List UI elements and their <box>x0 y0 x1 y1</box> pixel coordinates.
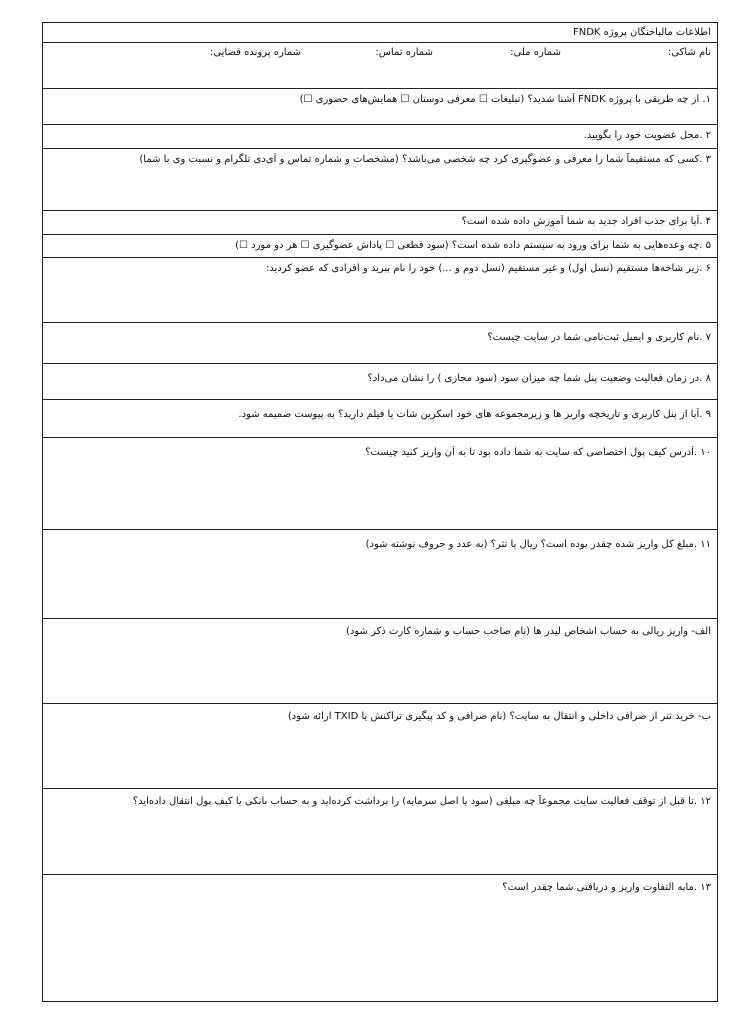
question-row[interactable] <box>43 258 717 323</box>
question-row[interactable] <box>43 875 717 1003</box>
question-label: الف- واریز ریالی به حساب اشخاص لیدر ها (نام صاحب حساب و شماره کارت ذکر شود) <box>346 626 711 637</box>
question-label: ۴ .آیا برای جذب افراد جدید به شما آموزش داده شده است؟ <box>461 216 711 227</box>
question-row[interactable] <box>43 211 717 235</box>
question-row[interactable] <box>43 530 717 619</box>
question-row[interactable] <box>43 125 717 149</box>
complainant-fields <box>51 46 711 60</box>
question-label: ۱۱ .مبلغ کل واریز شده چقدر بوده است؟ ریال یا تتر؟ (به عدد و حروف نوشته شود) <box>365 539 711 550</box>
question-row[interactable] <box>43 789 717 875</box>
question-label: ۲ .محل عضویت خود را بگویید. <box>583 130 711 141</box>
question-row[interactable] <box>43 364 717 400</box>
question-row[interactable] <box>43 438 717 530</box>
case-number-field[interactable]: شماره پرونده قضایی: <box>209 47 301 58</box>
national-id-field[interactable]: شماره ملی: <box>510 47 561 58</box>
question-label: ۱۰ .آدرس کیف پول اختصاصی که سایت به شما داده بود تا به آن واریز کنید چیست؟ <box>365 447 711 458</box>
question-row[interactable] <box>43 400 717 438</box>
form-container <box>42 22 718 1002</box>
question-row[interactable] <box>43 323 717 364</box>
contact-number-field[interactable]: شماره تماس: <box>375 47 433 58</box>
complainant-info-row <box>43 43 717 89</box>
question-label: ۹ .آیا از پنل کاربری و تاریخچه واریز ها و زیرمجموعه های خود اسکرین شات یا فیلم دارید؟ به پیوست ضمیمه شود. <box>238 409 711 420</box>
question-label: ۱. از چه طریقی با پروژه FNDK آشنا شدید؟ (تبلیغات ☐ معرفی دوستان ☐ همایش‌های حضوری ☐) <box>299 94 711 105</box>
form-title: اطلاعات مالباختگان پروژه FNDK <box>573 27 711 38</box>
question-label: ۱۳ .مابه التفاوت واریز و دریافتی شما چقدر است؟ <box>502 882 711 893</box>
form-title-row <box>43 23 717 43</box>
question-row[interactable] <box>43 619 717 704</box>
question-row[interactable] <box>43 235 717 258</box>
question-label: ۵ .چه وعده‌هایی به شما برای ورود به سیستم داده شده است؟ (سود قطعی ☐ پاداش عضوگیری ☐ هر دو مورد ☐) <box>235 240 711 251</box>
question-label: ۷ .نام کاربری و ایمیل ثبت‌نامی شما در سایت چیست؟ <box>487 332 711 343</box>
question-label: ۳ .کسی که مستقیماً شما را معرفی و عضوگیری کرد چه شخصی می‌باشد؟ (مشخصات و شماره تماس و آی‌دی تلگرام و نسبت وی با شما) <box>139 154 711 165</box>
question-label: ۸ .در زمان فعالیت وضعیت پنل شما چه میزان سود (سود مجازی ) را نشان می‌داد؟ <box>367 373 711 384</box>
question-row[interactable] <box>43 89 717 125</box>
question-row[interactable] <box>43 704 717 789</box>
complainant-name-field[interactable]: نام شاکی: <box>667 47 711 58</box>
question-label: ۶ .زیر شاخه‌ها مستقیم (نسل اول) و غیر مستقیم (نسل دوم و ...) خود را نام ببرید و افرادی که عضو کردید: <box>265 263 711 274</box>
question-row[interactable] <box>43 149 717 211</box>
question-label: ب- خرید تتر از صرافی داخلی و انتقال به سایت؟ (نام صرافی و کد پیگیری تراکنش یا TXID ارائه شود) <box>287 711 711 722</box>
question-label: ۱۲ .تا قبل از توقف فعالیت سایت مجموعاً چه مبلغی (سود یا اصل سرمایه) را برداشت کرده‌اید و به حساب بانکی یا کیف پول انتقال داده‌اید؟ <box>132 796 711 807</box>
